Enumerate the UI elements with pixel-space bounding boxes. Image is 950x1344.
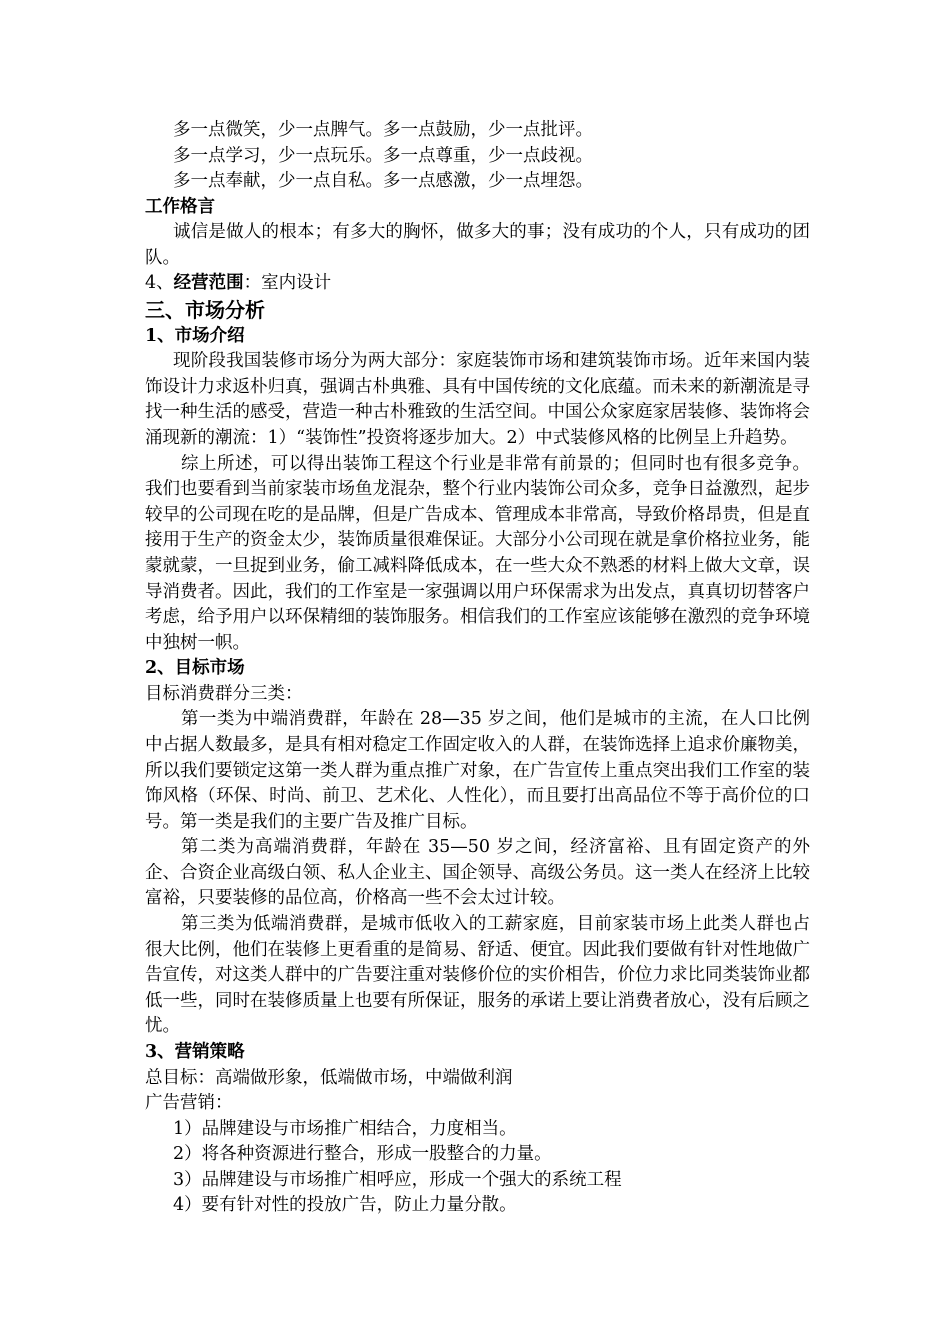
marketing-item-1: 1）品牌建设与市场推广相结合，力度相当。 — [173, 1118, 517, 1139]
market-intro-paragraph-2: 综上所述，可以得出装饰工程这个行业是非常有前景的；但同时也有很多竞争。我们也要看到当前家装市场鱼龙混杂，整个行业内装饰公司众多，竞争日益激烈，起步较早的公司现在吃的是品牌，但是广告成本、管理成本非常高，导致价格昂贵，但是直接用于生产的资金太少，装饰质量很难保证。大部分小公司现在就是拿价格拉业务，能蒙就蒙，一旦捉到业务，偷工减料降低成本，在一些大众不熟悉的材料上做大文章，误导消费者。因此，我们的工作室是一家强调以用户环保需求为出发点，真真切切替客户考虑，给予用户以环保精细的装饰服务。相信我们的工作室应该能够在激烈的竞争环境中独树一帜。 — [145, 453, 810, 653]
market-intro-paragraph-1: 现阶段我国装修市场分为两大部分：家庭装饰市场和建筑装饰市场。近年来国内装饰设计力求返朴归真，强调古朴典雅、具有中国传统的文化底蕴。而未来的新潮流是寻找一种生活的感受，营造一种古朴雅致的生活空间。中国公众家庭家居装修、装饰将会涌现新的潮流：1）“装饰性”投资将逐步加大。2）中式装修风格的比例呈上升趋势。 — [145, 351, 810, 448]
target-market-paragraph-3: 第三类为低端消费群，是城市低收入的工薪家庭，目前家装市场上此类人群也占很大比例，他们在装修上更看重的是简易、舒适、便宜。因此我们要做有针对性地做广告宣传，对这类人群中的广告要注重对装修价位的实价相告，价位力求比同类装饰业都低一些，同时在装修质量上也要有所保证，服务的承诺上要让消费者放心，没有后顾之忧。 — [145, 914, 810, 1037]
motto-line-1: 多一点微笑，少一点脾气。多一点鼓励，少一点批评。 — [173, 120, 593, 140]
marketing-goal: 总目标：高端做形象，低端做市场，中端做利润 — [145, 1067, 513, 1088]
target-market-paragraph-1: 第一类为中端消费群，年龄在 28—35 岁之间，他们是城市的主流，在人口比例中占据人数最多，是具有相对稳定工作固定收入的人群，在装饰选择上追求价廉物美，所以我们要锁定这第一类人群为重点推广对象，在广告宣传上重点突出我们工作室的装饰风格（环保、时尚、前卫、艺术化、人性化），而且要打出高品位不等于高价位的口号。第一类是我们的主要广告及推广目标。 — [145, 709, 810, 832]
marketing-item-4: 4）要有针对性的投放广告，防止力量分散。 — [173, 1195, 517, 1216]
target-market-intro: 目标消费群分三类： — [145, 683, 303, 704]
business-scope-colon: ： — [243, 273, 262, 294]
business-scope-value: 室内设计 — [261, 273, 332, 294]
motto-line-3: 多一点奉献，少一点自私。多一点感激，少一点埋怨。 — [173, 171, 593, 191]
document-page — [145, 118, 810, 1219]
business-scope-number: 4、 — [145, 273, 174, 294]
section-heading-market-analysis: 三、市场分析 — [145, 297, 265, 322]
marketing-item-2: 2）将各种资源进行整合，形成一股整合的力量。 — [173, 1144, 552, 1165]
target-market-heading: 2、目标市场 — [145, 658, 245, 679]
business-scope-label: 经营范围 — [173, 273, 244, 294]
target-market-paragraph-2: 第二类为高端消费群，年龄在 35—50 岁之间，经济富裕、且有固定资产的外企、合资企业高级白领、私人企业主、国企领导、高级公务员。这一类人在经济上比较富裕，只要装修的品位高，价格高一些不会太过计较。 — [145, 837, 810, 909]
work-motto-heading: 工作格言 — [145, 196, 215, 217]
motto-line-2: 多一点学习，少一点玩乐。多一点尊重，少一点歧视。 — [173, 145, 593, 166]
marketing-ad-label: 广告营销： — [145, 1093, 233, 1114]
marketing-item-3: 3）品牌建设与市场推广相呼应，形成一个强大的系统工程 — [173, 1169, 622, 1190]
market-intro-heading: 1、市场介绍 — [145, 325, 245, 346]
marketing-heading: 3、营销策略 — [145, 1042, 245, 1063]
work-motto-text: 诚信是做人的根本；有多大的胸怀，做多大的事；没有成功的个人，只有成功的团队。 — [145, 222, 810, 268]
business-scope — [145, 271, 810, 297]
